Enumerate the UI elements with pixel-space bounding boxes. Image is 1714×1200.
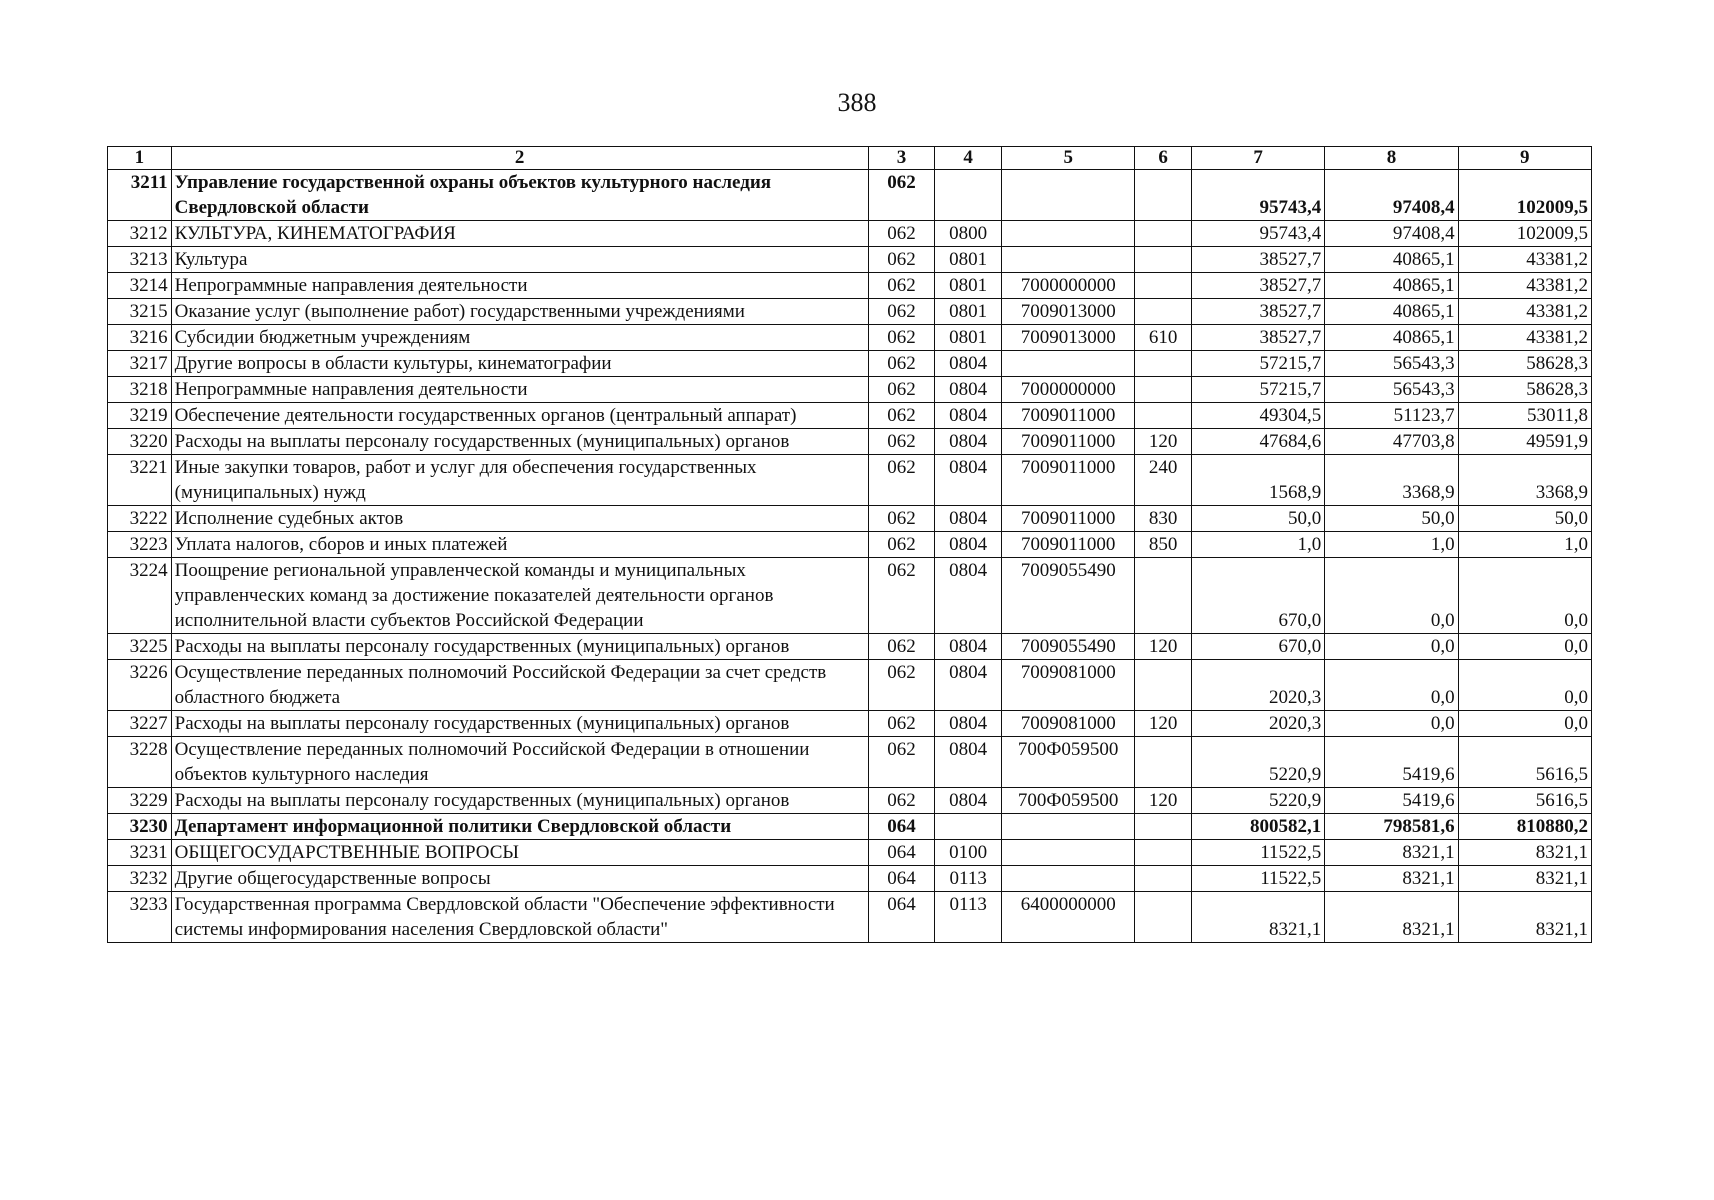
row-name: Поощрение региональной управленческой команды и муниципальных управленческих команд за достижение показателей деятельности органов исполнительной власти субъектов Российской Федерации (171, 558, 868, 634)
code-target: 7009011000 (1002, 403, 1135, 429)
value-col-8: 51123,7 (1325, 403, 1458, 429)
code-department: 062 (868, 660, 935, 711)
value-col-9: 0,0 (1458, 558, 1591, 634)
row-number: 3227 (108, 711, 172, 737)
code-department: 062 (868, 455, 935, 506)
code-target (1002, 814, 1135, 840)
value-col-8: 56543,3 (1325, 377, 1458, 403)
value-col-8: 0,0 (1325, 711, 1458, 737)
table-row (108, 737, 1592, 788)
row-number: 3219 (108, 403, 172, 429)
code-expense-type (1135, 892, 1192, 943)
table-row (108, 455, 1592, 506)
value-col-8: 1,0 (1325, 532, 1458, 558)
code-section: 0801 (935, 247, 1002, 273)
code-section: 0801 (935, 325, 1002, 351)
col-header: 7 (1191, 147, 1324, 170)
col-header: 4 (935, 147, 1002, 170)
code-section: 0804 (935, 429, 1002, 455)
row-name: ОБЩЕГОСУДАРСТВЕННЫЕ ВОПРОСЫ (171, 840, 868, 866)
code-section (935, 814, 1002, 840)
code-expense-type (1135, 814, 1192, 840)
value-col-8: 47703,8 (1325, 429, 1458, 455)
value-col-9: 8321,1 (1458, 892, 1591, 943)
row-name: Расходы на выплаты персоналу государственных (муниципальных) органов (171, 711, 868, 737)
table-row (108, 892, 1592, 943)
code-department: 062 (868, 711, 935, 737)
value-col-9: 49591,9 (1458, 429, 1591, 455)
row-number: 3224 (108, 558, 172, 634)
row-name: Осуществление переданных полномочий Российской Федерации за счет средств областного бюджета (171, 660, 868, 711)
code-department: 062 (868, 351, 935, 377)
code-section: 0804 (935, 788, 1002, 814)
table-row (108, 866, 1592, 892)
value-col-7: 670,0 (1191, 634, 1324, 660)
row-name: Департамент информационной политики Свердловской области (171, 814, 868, 840)
table-row (108, 506, 1592, 532)
row-number: 3222 (108, 506, 172, 532)
code-expense-type: 120 (1135, 711, 1192, 737)
value-col-9: 102009,5 (1458, 170, 1591, 221)
row-name: КУЛЬТУРА, КИНЕМАТОГРАФИЯ (171, 221, 868, 247)
code-target (1002, 840, 1135, 866)
row-name: Расходы на выплаты персоналу государственных (муниципальных) органов (171, 429, 868, 455)
value-col-9: 0,0 (1458, 634, 1591, 660)
code-target (1002, 170, 1135, 221)
code-section: 0804 (935, 506, 1002, 532)
row-name: Другие общегосударственные вопросы (171, 866, 868, 892)
value-col-7: 8321,1 (1191, 892, 1324, 943)
code-section: 0804 (935, 532, 1002, 558)
value-col-8: 0,0 (1325, 634, 1458, 660)
table-row (108, 403, 1592, 429)
value-col-9: 53011,8 (1458, 403, 1591, 429)
row-number: 3232 (108, 866, 172, 892)
code-target: 700Ф059500 (1002, 737, 1135, 788)
code-section: 0804 (935, 737, 1002, 788)
col-header: 3 (868, 147, 935, 170)
value-col-7: 11522,5 (1191, 840, 1324, 866)
code-target (1002, 221, 1135, 247)
table-row (108, 429, 1592, 455)
code-department: 062 (868, 634, 935, 660)
code-expense-type: 120 (1135, 634, 1192, 660)
value-col-9: 43381,2 (1458, 325, 1591, 351)
code-department: 064 (868, 866, 935, 892)
value-col-9: 43381,2 (1458, 299, 1591, 325)
value-col-9: 0,0 (1458, 660, 1591, 711)
code-department: 062 (868, 273, 935, 299)
code-target: 7009013000 (1002, 299, 1135, 325)
row-number: 3230 (108, 814, 172, 840)
value-col-9: 5616,5 (1458, 737, 1591, 788)
code-target: 6400000000 (1002, 892, 1135, 943)
code-department: 062 (868, 532, 935, 558)
value-col-8: 97408,4 (1325, 170, 1458, 221)
value-col-8: 0,0 (1325, 660, 1458, 711)
value-col-7: 1568,9 (1191, 455, 1324, 506)
code-target: 7009011000 (1002, 455, 1135, 506)
row-number: 3215 (108, 299, 172, 325)
code-target: 7000000000 (1002, 377, 1135, 403)
row-name: Оказание услуг (выполнение работ) государственными учреждениями (171, 299, 868, 325)
code-expense-type (1135, 170, 1192, 221)
code-target: 7009011000 (1002, 429, 1135, 455)
row-number: 3214 (108, 273, 172, 299)
row-name: Обеспечение деятельности государственных органов (центральный аппарат) (171, 403, 868, 429)
table-body (108, 170, 1592, 943)
value-col-7: 57215,7 (1191, 351, 1324, 377)
code-department: 062 (868, 403, 935, 429)
table-row (108, 273, 1592, 299)
value-col-7: 57215,7 (1191, 377, 1324, 403)
value-col-8: 8321,1 (1325, 866, 1458, 892)
row-number: 3218 (108, 377, 172, 403)
value-col-9: 3368,9 (1458, 455, 1591, 506)
table-row (108, 377, 1592, 403)
value-col-9: 43381,2 (1458, 247, 1591, 273)
code-expense-type (1135, 377, 1192, 403)
table-row (108, 351, 1592, 377)
code-department: 062 (868, 377, 935, 403)
row-number: 3221 (108, 455, 172, 506)
code-department: 062 (868, 429, 935, 455)
row-name: Иные закупки товаров, работ и услуг для обеспечения государственных (муниципальных) нужд (171, 455, 868, 506)
code-section: 0804 (935, 377, 1002, 403)
value-col-9: 58628,3 (1458, 351, 1591, 377)
code-expense-type (1135, 866, 1192, 892)
value-col-7: 38527,7 (1191, 325, 1324, 351)
row-number: 3213 (108, 247, 172, 273)
col-header: 1 (108, 147, 172, 170)
code-department: 062 (868, 737, 935, 788)
code-section: 0804 (935, 711, 1002, 737)
code-department: 064 (868, 814, 935, 840)
value-col-8: 5419,6 (1325, 737, 1458, 788)
value-col-9: 8321,1 (1458, 866, 1591, 892)
row-name: Уплата налогов, сборов и иных платежей (171, 532, 868, 558)
row-name: Расходы на выплаты персоналу государственных (муниципальных) органов (171, 788, 868, 814)
value-col-9: 0,0 (1458, 711, 1591, 737)
row-number: 3220 (108, 429, 172, 455)
code-section: 0804 (935, 660, 1002, 711)
table-row (108, 788, 1592, 814)
value-col-7: 11522,5 (1191, 866, 1324, 892)
row-name: Исполнение судебных актов (171, 506, 868, 532)
code-expense-type (1135, 660, 1192, 711)
value-col-7: 1,0 (1191, 532, 1324, 558)
table-row (108, 711, 1592, 737)
row-number: 3229 (108, 788, 172, 814)
value-col-7: 2020,3 (1191, 660, 1324, 711)
row-name: Непрограммные направления деятельности (171, 377, 868, 403)
value-col-9: 102009,5 (1458, 221, 1591, 247)
value-col-9: 8321,1 (1458, 840, 1591, 866)
code-target (1002, 247, 1135, 273)
code-target: 7009081000 (1002, 660, 1135, 711)
table-row (108, 814, 1592, 840)
code-expense-type (1135, 403, 1192, 429)
row-number: 3217 (108, 351, 172, 377)
row-name: Управление государственной охраны объектов культурного наследия Свердловской области (171, 170, 868, 221)
col-header: 2 (171, 147, 868, 170)
table-row (108, 840, 1592, 866)
value-col-9: 58628,3 (1458, 377, 1591, 403)
code-target: 7000000000 (1002, 273, 1135, 299)
table-row (108, 660, 1592, 711)
code-department: 062 (868, 221, 935, 247)
value-col-8: 40865,1 (1325, 299, 1458, 325)
code-section: 0801 (935, 273, 1002, 299)
code-section: 0113 (935, 866, 1002, 892)
row-name: Осуществление переданных полномочий Российской Федерации в отношении объектов культурного наследия (171, 737, 868, 788)
code-expense-type (1135, 247, 1192, 273)
row-name: Государственная программа Свердловской области "Обеспечение эффективности системы информирования населения Свердловской области" (171, 892, 868, 943)
row-name: Расходы на выплаты персоналу государственных (муниципальных) органов (171, 634, 868, 660)
table-row (108, 558, 1592, 634)
value-col-7: 5220,9 (1191, 737, 1324, 788)
code-section: 0804 (935, 634, 1002, 660)
value-col-7: 49304,5 (1191, 403, 1324, 429)
code-expense-type (1135, 299, 1192, 325)
table-row (108, 325, 1592, 351)
code-section: 0804 (935, 455, 1002, 506)
code-section: 0113 (935, 892, 1002, 943)
code-expense-type (1135, 221, 1192, 247)
value-col-8: 40865,1 (1325, 325, 1458, 351)
code-expense-type (1135, 558, 1192, 634)
value-col-9: 1,0 (1458, 532, 1591, 558)
code-target: 7009011000 (1002, 506, 1135, 532)
col-header: 6 (1135, 147, 1192, 170)
value-col-7: 5220,9 (1191, 788, 1324, 814)
code-department: 062 (868, 788, 935, 814)
code-section: 0804 (935, 403, 1002, 429)
code-target: 7009081000 (1002, 711, 1135, 737)
code-expense-type: 610 (1135, 325, 1192, 351)
code-section (935, 170, 1002, 221)
code-section: 0100 (935, 840, 1002, 866)
value-col-7: 38527,7 (1191, 273, 1324, 299)
row-number: 3212 (108, 221, 172, 247)
code-department: 064 (868, 892, 935, 943)
value-col-8: 8321,1 (1325, 892, 1458, 943)
row-number: 3211 (108, 170, 172, 221)
value-col-7: 38527,7 (1191, 247, 1324, 273)
row-number: 3231 (108, 840, 172, 866)
table-row (108, 247, 1592, 273)
value-col-7: 670,0 (1191, 558, 1324, 634)
row-number: 3225 (108, 634, 172, 660)
code-expense-type (1135, 840, 1192, 866)
value-col-9: 5616,5 (1458, 788, 1591, 814)
code-target: 7009011000 (1002, 532, 1135, 558)
value-col-8: 50,0 (1325, 506, 1458, 532)
value-col-8: 8321,1 (1325, 840, 1458, 866)
value-col-8: 97408,4 (1325, 221, 1458, 247)
code-department: 062 (868, 170, 935, 221)
value-col-9: 50,0 (1458, 506, 1591, 532)
table-row (108, 299, 1592, 325)
code-expense-type: 120 (1135, 429, 1192, 455)
code-target (1002, 866, 1135, 892)
code-expense-type (1135, 737, 1192, 788)
row-number: 3228 (108, 737, 172, 788)
code-expense-type: 240 (1135, 455, 1192, 506)
code-target (1002, 351, 1135, 377)
code-department: 062 (868, 325, 935, 351)
table-row (108, 170, 1592, 221)
page-number: 388 (837, 88, 877, 117)
code-target: 7009055490 (1002, 634, 1135, 660)
value-col-8: 0,0 (1325, 558, 1458, 634)
code-section: 0800 (935, 221, 1002, 247)
row-name: Непрограммные направления деятельности (171, 273, 868, 299)
row-name: Другие вопросы в области культуры, кинематографии (171, 351, 868, 377)
value-col-7: 95743,4 (1191, 221, 1324, 247)
value-col-8: 5419,6 (1325, 788, 1458, 814)
code-target: 7009013000 (1002, 325, 1135, 351)
value-col-8: 56543,3 (1325, 351, 1458, 377)
code-target: 700Ф059500 (1002, 788, 1135, 814)
col-header: 5 (1002, 147, 1135, 170)
value-col-8: 40865,1 (1325, 273, 1458, 299)
code-target: 7009055490 (1002, 558, 1135, 634)
value-col-8: 40865,1 (1325, 247, 1458, 273)
value-col-9: 43381,2 (1458, 273, 1591, 299)
budget-table (107, 146, 1592, 943)
table-row (108, 221, 1592, 247)
code-department: 062 (868, 506, 935, 532)
row-number: 3223 (108, 532, 172, 558)
code-expense-type (1135, 351, 1192, 377)
code-section: 0801 (935, 299, 1002, 325)
code-section: 0804 (935, 558, 1002, 634)
col-header: 8 (1325, 147, 1458, 170)
header-row (108, 147, 1592, 170)
col-header: 9 (1458, 147, 1591, 170)
value-col-7: 95743,4 (1191, 170, 1324, 221)
row-name: Культура (171, 247, 868, 273)
value-col-9: 810880,2 (1458, 814, 1591, 840)
code-department: 062 (868, 558, 935, 634)
value-col-8: 3368,9 (1325, 455, 1458, 506)
code-department: 062 (868, 247, 935, 273)
row-number: 3216 (108, 325, 172, 351)
table-row (108, 532, 1592, 558)
code-expense-type: 850 (1135, 532, 1192, 558)
value-col-7: 47684,6 (1191, 429, 1324, 455)
code-section: 0804 (935, 351, 1002, 377)
table-row (108, 634, 1592, 660)
code-expense-type: 120 (1135, 788, 1192, 814)
value-col-7: 38527,7 (1191, 299, 1324, 325)
value-col-7: 50,0 (1191, 506, 1324, 532)
value-col-8: 798581,6 (1325, 814, 1458, 840)
row-name: Субсидии бюджетным учреждениям (171, 325, 868, 351)
value-col-7: 2020,3 (1191, 711, 1324, 737)
row-number: 3233 (108, 892, 172, 943)
code-department: 064 (868, 840, 935, 866)
value-col-7: 800582,1 (1191, 814, 1324, 840)
code-expense-type: 830 (1135, 506, 1192, 532)
code-department: 062 (868, 299, 935, 325)
code-expense-type (1135, 273, 1192, 299)
row-number: 3226 (108, 660, 172, 711)
